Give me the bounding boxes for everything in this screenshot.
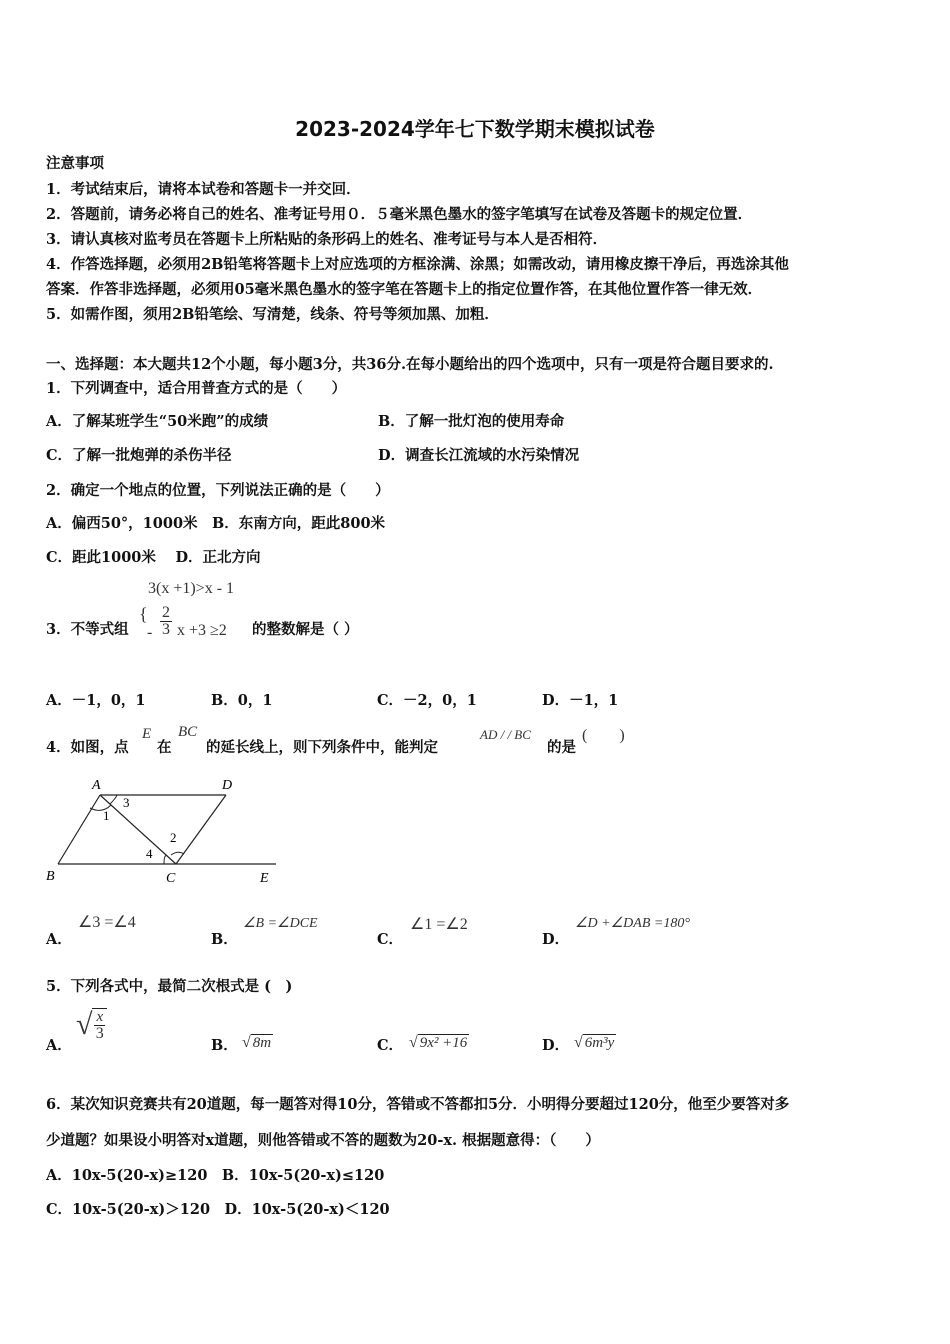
q5-option-b-label: B． [211,1037,238,1054]
q5-a-denominator: 3 [95,1025,104,1042]
notice-item: 5．如需作图，须用2B铅笔绘、写清楚，线条、符号等须加黑、加粗． [46,306,499,323]
q5-option-c: √ 9x² +16 [409,1034,468,1051]
q4-option-d-label: D． [542,931,570,948]
page-title: 2023-2024学年七下数学期末模拟试卷 [295,117,655,141]
q6-options-cd: C．10x-5(20-x)＞120 D．10x-5(20-x)＜120 [46,1201,390,1218]
q2-options-cd: C．距此1000米 D．正北方向 [46,549,261,566]
q3-inequality-1: 3(x +1)>x - 1 [148,580,235,597]
q4-option-c-label: C． [377,931,404,948]
q3-fraction-numerator: 2 [162,604,170,621]
q4-option-d: ∠D +∠DAB =180° [575,916,690,931]
label-b: B [46,869,55,884]
angle-arc-2 [171,852,184,855]
q1-option-a: A．了解某班学生“50米跑”的成绩 [46,413,269,430]
q5-d-radicand: 6m³y [584,1035,615,1051]
q6-stem-line1: 6．某次知识竞赛共有20道题，每一题答对得10分，答错或不答都扣5分．小明得分要超过120分，他至少要答对多 [46,1096,790,1113]
q3-fraction-denominator: 3 [162,621,170,638]
notice-item: 1．考试结束后，请将本试卷和答题卡一并交回． [46,181,361,198]
q3-option-b: B．0，1 [211,692,273,709]
q4-stem-part4: 的是 [547,739,576,756]
q1-option-b: B．了解一批灯泡的使用寿命 [378,413,565,430]
angle-label-3: 3 [123,795,130,810]
q4-segment-bc: BC [178,724,198,740]
q3-fraction [160,605,172,638]
label-d: D [222,778,233,793]
angle-label-4: 4 [146,846,153,861]
notice-item: 答案．作答非选择题，必须用05毫米黑色墨水的签字笔在答题卡上的指定位置作答，在其他位置作答一律无效． [46,281,763,298]
q4-option-b: ∠B =∠DCE [243,916,318,931]
segment-ac [100,795,176,864]
q3-minus-sign: - [147,624,153,641]
q4-point-e: E [142,726,152,742]
q4-answer-paren: ( ) [582,727,625,744]
q4-option-c: ∠1 =∠2 [410,916,468,933]
q3-option-d: D．－1，1 [542,692,619,709]
q3-brace: { [139,604,148,624]
q5-stem: 5．下列各式中，最简二次根式是 ( ) [46,978,293,995]
q4-stem-part3: 的延长线上，则下列条件中，能判定 [206,739,438,756]
q5-a-numerator: x [96,1009,104,1025]
q4-option-a-label: A． [46,931,72,948]
q4-stem-part1: 4．如图，点 [46,739,129,756]
q4-figure [40,770,290,888]
q5-option-a-label: A． [46,1037,72,1054]
q3-inequality-2: x +3 ≥2 [177,622,227,639]
q4-option-a: ∠3 =∠4 [78,914,136,931]
q2-options-ab: A．偏西50°，1000米 B．东南方向，距此800米 [46,515,386,532]
q1-option-c: C．了解一批炮弹的杀伤半径 [46,447,232,464]
q5-b-radicand: 8m [252,1035,272,1051]
label-e: E [260,871,269,886]
q3-suffix: 的整数解是（ ） [252,621,359,638]
q3-option-c: C．－2，0，1 [377,692,477,709]
q4-parallel-condition: AD / / BC [480,727,531,742]
q6-options-ab: A．10x-5(20-x)≥120 B．10x-5(20-x)≤120 [46,1167,385,1184]
q6-stem-line2: 少道题？如果设小明答对x道题，则他答错或不答的题数为20-x. 根据题意得：（ ） [46,1132,600,1149]
notice-heading: 注意事项 [46,155,104,172]
angle-arc-4 [164,856,167,864]
segment-ab [58,795,100,864]
section-heading: 一、选择题：本大题共12个小题，每小题3分，共36分.在每小题给出的四个选项中，只有一项是符合题目要求的. [46,356,774,373]
q1-option-d: D．调查长江流域的水污染情况 [378,447,580,464]
angle-label-2: 2 [170,830,177,845]
q2-stem: 2．确定一个地点的位置，下列说法正确的是（ ） [46,482,390,499]
q5-option-a: √ $\frac{x}{3}$ [76,1008,107,1042]
q4-option-b-label: B． [211,931,238,948]
q5-option-d: √ 6m³y [574,1034,615,1051]
q5-c-radicand: 9x² +16 [419,1035,468,1051]
q5-option-c-label: C． [377,1037,404,1054]
notice-item: 3．请认真核对监考员在答题卡上所粘贴的条形码上的姓名、准考证号与本人是否相符． [46,231,608,248]
notice-item: 4．作答选择题，必须用2B铅笔将答题卡上对应选项的方框涂满、涂黑；如需改动，请用橡皮擦干净后，再选涂其他 [46,256,789,273]
q1-stem: 1．下列调查中，适合用普查方式的是（ ） [46,380,347,397]
q5-option-b: √ 8m [242,1034,272,1051]
notice-item: 2．答题前，请务必将自己的姓名、准考证号用０．５毫米黑色墨水的签字笔填写在试卷及答题卡的规定位置． [46,206,753,223]
angle-label-1: 1 [103,808,110,823]
q4-stem-part2: 在 [157,739,172,756]
label-c: C [166,871,176,886]
label-a: A [92,778,101,793]
angle-arc-3 [110,795,117,804]
q3-prefix: 3．不等式组 [46,621,129,638]
q5-option-d-label: D． [542,1037,570,1054]
q3-option-a: A．－1，0，1 [46,692,146,709]
